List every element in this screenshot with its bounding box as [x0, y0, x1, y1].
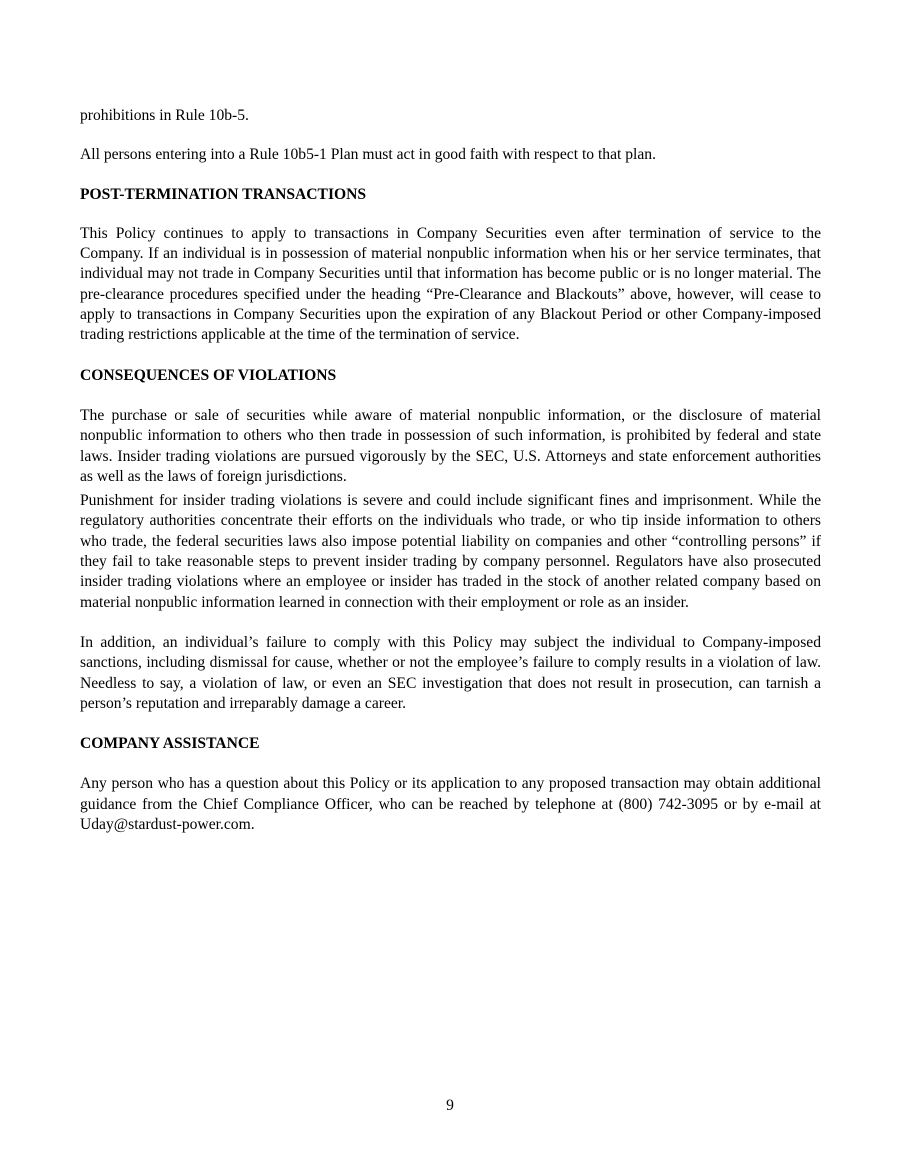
- good-faith-paragraph: All persons entering into a Rule 10b5-1 Plan must act in good faith with respect to that plan.: [80, 146, 656, 164]
- company-assistance-paragraph: Any person who has a question about this Policy or its application to any proposed transaction may obtain additional guidance from the Chief Compliance Officer, who can be reached by telephone at (800) 742-3095 or by e-mail at Uday@stardust-power.com.: [80, 775, 821, 834]
- consequences-paragraph-1: The purchase or sale of securities while aware of material nonpublic information, or the disclosure of material nonpublic information to others who then trade in possession of such information, is prohibited by federal and state laws. Insider trading violations are pursued vigorously by the SEC, U.S. Attorneys and state enforcement authorities as well as the laws of foreign jurisdictions.: [80, 406, 821, 485]
- document-page: [80, 106, 821, 835]
- section-heading-company-assistance: COMPANY ASSISTANCE: [80, 735, 260, 753]
- post-termination-paragraph: This Policy continues to apply to transactions in Company Securities even after termination of service to the Company. If an individual is in possession of material nonpublic information when his or her service terminates, that individual may not trade in Company Securities until that information has become public or is no longer material. The pre-clearance procedures specified under the heading “Pre-Clearance and Blackouts” above, however, will cease to apply to transactions in Company Securities upon the expiration of any Blackout Period or other Company-imposed trading restrictions applicable at the time of the termination of service.: [80, 224, 821, 344]
- page-number: 9: [446, 1097, 454, 1114]
- section-heading-consequences: CONSEQUENCES OF VIOLATIONS: [80, 366, 337, 384]
- consequences-paragraph-3: In addition, an individual’s failure to comply with this Policy may subject the individual to Company-imposed sanctions, including dismissal for cause, whether or not the employee’s failure to comply results in a violation of law. Needless to say, a violation of law, or even an SEC investigation that does not result in prosecution, can tarnish a person’s reputation and irreparably damage a career.: [80, 633, 821, 712]
- section-heading-post-termination: POST-TERMINATION TRANSACTIONS: [80, 185, 367, 203]
- intro-fragment: prohibitions in Rule 10b-5.: [80, 107, 249, 124]
- consequences-paragraph-2: Punishment for insider trading violations is severe and could include significant fines and imprisonment. While the regulatory authorities concentrate their efforts on the individuals who trade, or who tip inside information to others who trade, the federal securities laws also impose potential liability on companies and other “controlling persons” if they fail to take reasonable steps to prevent insider trading by company personnel. Regulators have also prosecuted insider trading violations where an employee or insider has traded in the stock of another related company based on material nonpublic information learned in connection with their employment or role as an insider.: [80, 492, 821, 611]
